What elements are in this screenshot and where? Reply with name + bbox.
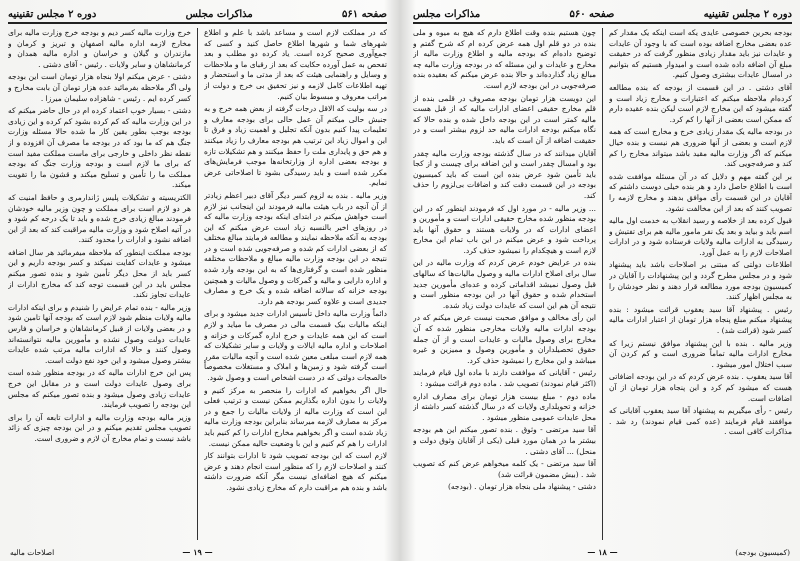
paragraph: رئیس - رأی میگیریم به پیشنهاد آقا سید یعقوب آقایانی که موافقند قیام فرمایند (عده کمی قیام نمودند) رد شد . مذاکرات کافی است . (609, 406, 792, 437)
paragraph: پس این خرج ادارات مالیه که در بودجه منظور شده است برای وصول عایدات دولت است و در مقابل این خرج عایدات زیادی وصول میشود و بنده تصور میکنم که مجلس این بودجه را تصویب فرمایند. (8, 368, 191, 410)
left-page-title: مذاکرات مجلس (185, 8, 253, 20)
paragraph: الکتریسیته و تشکیلات پلیس ژاندارمری و حافظ امنیت که هر دو لازم است برای مملکت و چون وزیر مالیه خودشان فرمودند مبالغ زیادی خرج شده و باید تا یک درجه کم شود و در آتیه اصلاح شود و وزارت مالیه مراقبت کند که بعد از این اضافه نشود و ادارات را محدود کنند. (8, 192, 191, 245)
paragraph: این دویست هزار تومان بودجه مصروف در قلمی بنده از قلم مخارج حقیقی اعضای ادارات مالیه که از قبل هست مالیه کمتر است در این بودجه داخل شده و بنده حالا که نگاه میکنم بودجه ادارات مالیه حد لزوم بیشتر است و در حقیقت اضافه از آن است که باید. (413, 93, 596, 145)
paragraph: بودجه مملکت اینطور که ملاحظه میفرمائید هر سال اضافه میشود و عایدات کفایت نمیکند و کسر بودجه داریم و این کسر باید از محل دیگر تأمین شود و بنده تصور میکنم مجلس باید در این قسمت توجه کند که مخارج ادارات از عایدات تجاوز نکند. (8, 247, 191, 300)
paragraph: دائماً وزارت مالیه داخل تأسیس ادارات جدید میشود و برای اینکه مالیات بیک قسمت مالی در مصرف ما میاید و لازم است که این همه عایدات و خرج اداره گمرکات و خزانه و اصلاحات و اداره مالیه ایالات و ولایات و سایر تشکیلات که همه لازم است مبلغی معین شده است و آنچه مالیات مقرر است گرفته شود و زمین‌ها و املاک و مستغلات مخصوصاً خالصجات دولتی که در دست اشخاص است و وصول شود. (204, 309, 387, 382)
paragraph: آقا سید مرتضی - یک کلمه میخواهم عرض کنم که تصویب شد . (بیش مضمون قرائت شد) (413, 459, 596, 479)
paragraph: ... وزیر مالیه - در مورد اول که فرمودند اینطور که در این بودجه منظور شده مخارج حقیقی ادارات است و مأمورین و اعضای ادارات که در ولایات هستند و حقوق آنها باید پرداخت شود و عرض میکنم در این باب تمام این مخارج لازم است و هیچکدام را نمیشود حذف کرد. (413, 203, 596, 255)
paragraph: خرج وزارت مالیه کسر دیم و بودجه خرج وزارت مالیه برای مخارج لازمه اداره مالیه اصفهان و تبریز و کرمان و مازندران و گیلان و خراسان و اداره مالیه همدان و کرمانشاهان و سایر ولایات . رئیس - آقای دشتی . (8, 28, 191, 69)
right-page-number-label: صفحه ۵۶۰ (569, 8, 615, 20)
paragraph: دشتی - بسیار خوب اعتماد کرده ام در حال حاضر میکنم که در این وزارت مالیه که کم کرده بشود کم کرده و این زیادی بودجه بوجب بطور یقین کار ما شده حالا مسئله وزارت جنگ هم که ما بود که در بودجه ما مصرف آن افزوده و از نقطه نظر داخلی و خارجی برای ماست مملکت مفید است که برای ما لازم است و بودجه وزارت جنگ که بودجه مملکت ما را تأمین و تسلیح میکند و قشون ما را تقویت میکند. (8, 106, 191, 190)
right-page-footer-note: (کمیسیون بودجه) (735, 548, 790, 557)
right-page-column-left (413, 28, 596, 540)
left-page-column-left (8, 28, 191, 540)
paragraph: وزیر مالیه . بنده به لزوم کسر دیگر آقای دبیر اعظم زیادتر از آن آنچه در باب هیئت مالیه فرمودند این اینجانب نیز لازم است خواهش میکنم در ابتدای اینکه بودجه وزارت مالیه که در روزهای اخیر بالنسبه زیاد است عرض میکنم که این بودجه به آنکه ملاحظه نمایند و مطالعه فرمایند مبالغ مختلف که از بعضی ادارات کم شده و صرفه‌جویی شده است و در نتیجه در این بودجه وزارت مالیه مبالغ و ملاحظات مختلفه منظور شده است و گرفتاری‌ها که به این بودجه وارد شده و اداره دارایی و مالیه و گمرکات و وصول مالیات و همچنین بودجه خزانه که سالانه اضافه شده و یک خرج و مصارف جدیدی است و علاوه کسر بودجه هم دارد. (204, 190, 387, 306)
right-session-label: دوره ۲ مجلس تقنینیه (703, 8, 792, 20)
paragraph: دشتی - پیشنهاد ملی بنجاه هزار تومان . (بودجه) (447, 482, 596, 492)
left-page (0, 0, 395, 561)
left-page-footer (0, 547, 395, 557)
paragraph: وزیر مالیه بودجه وزارت مالیه و ادارات تابعه آن را برای تصویب مجلس تقدیم میکنم و در این بودجه چیزی که زائد باشد نیست و تمام مخارج آن لازم و ضروری است. (8, 412, 191, 443)
paragraph: بنده در عرایض خودم عرض کردم که وزارت مالیه در این سال برای اصلاح ادارات مالیه و وصول مالیات‌ها که سالهای قبل وصول نمیشد اقداماتی کرده و عده‌ای مأمورین جدید استخدام شده و حقوق آنها در این بودجه منظور است و نتیجه آن هم این است که عایدات دولت زیاد شده. (413, 258, 596, 310)
left-page-columns (8, 28, 387, 540)
right-page-folio: — ۱۸ — (587, 547, 618, 557)
paragraph: چون هستیم بنده وقت اطلاع دارم که هیچ به میوه و ملی بنده در دو قلم اول همه عرض کرده ام که شرح گفتم و توضیح داده‌ام که بودجه مالیه و اطلاع وزارت مالیه از مخارج و عایدات و این مسئله که در بودجه وزارت مالیه چه مبالغ زیاد گذارده‌اند و حالا بنده عرض میکنم که بعقیده بنده صرفه‌جویی در این بودجه لازم است. (413, 28, 596, 90)
paragraph: آقای دشتی . در این قسمت از بودجه که بنده مطالعه کرده‌ام ملاحظه میکنم که اعتبارات و مخارج زیاد است و گفته میشود که این مخارج لازم است لیکن بنده عقیده دارم که ممکن است بعضی از آنها را کم کرد. (609, 82, 792, 124)
paragraph: آقا سید یعقوب . بنده عرض کردم که در این بودجه اضافاتی هست که میشود کم کرد و این پنجاه هزار تومان از آن اضافات است. (609, 372, 792, 403)
column-divider (197, 28, 198, 540)
paragraph: آقا سید مرتضی - وثوق . بنده تصور میکنم این هم بودجه بیشتر ما در همان مورد قبلی (یکی از آقایان وثوق دولت و منحل) ... آقای دشتی . (413, 425, 596, 456)
paragraph: وزیر مالیه - بنده تمام عرایض را شنیدم و برای اینکه ادارات مالیه ولایات منظم شود لازم است که بودجه آنها تامین شود و در بعضی ولایات از قبیل کرمانشاهان و خراسان و فارس عایدات دولت وصول نشده و مأمورین مالیه نتوانسته‌اند وصول کنند و حالا که ادارات مالیه مرتب شده عایدات بیشتر وصول میشود و این خود نفع دولت است. (8, 302, 191, 365)
left-page-number-label: صفحه ۵۶۱ (342, 8, 387, 20)
paragraph: اطلاعات دولتی که مبتنی بر اصلاحات باشد باید پیشنهاد شود و در مجلس مطرح گردد و این پیشنهادات را آقایان در کمیسیون بودجه مورد مطالعه قرار دهند و نظر خودشان را به مجلس اظهار کنند. (609, 260, 792, 302)
right-page-title: مذاکرات مجلس (413, 8, 481, 20)
paragraph: حال اگر بخواهیم که ادارات را منحصر به مرکز کنیم و ولایات را بدون اداره بگذاریم ممکن نیست و ترتیب فعلی این است که وزارت مالیه از ولایات مالیات را جمع و در مرکز به مصارف لازمه میرساند بنابراین بودجه وزارت مالیه زیاد شده است و اگر بخواهیم مخارج ادارات را کم کنیم باید ادارات را هم کم کنیم و این با وضعیت حالیه ممکن نیست. (204, 385, 387, 448)
paragraph: دشتی - عرض میکنم اولا بنجاه هزار تومان است این بودجه ولی اگر ملاحظه بفرمائید عده هزار تومان آن بابت مخارج و کسر کرده ایم . رئیس - شاهزاده سلیمان میرزا . (8, 72, 191, 103)
paragraph: وزیر مالیه . بنده با این پیشنهاد موافق نیستم زیرا که مخارج ادارات مالیه تماماً ضروری است و کم کردن آن سبب اختلال امور میشود . (609, 338, 792, 369)
left-session-label: دوره ۲ مجلس تقنینیه (8, 8, 97, 20)
paragraph: لازم است که این بودجه تصویب شود تا ادارات بتوانند کار کنند و اصلاحات لازم را که منظور است انجام دهند و عرض میکنم که هیچ اضافه‌ای نیست مگر آنکه ضرورت داشته باشد و بنده هم مراقبت دارم که مخارج زیادی نشود. (204, 451, 387, 492)
paragraph: بودجه بحرین خصوصی عایدی یکه است اینکه یک مقدار کم عده بعضی مخارج اضافه بوده است که با وجود آن عایدات و عایدات نیز باید مقدار زیادی منظور گرفت که در حقیقت مبلغ آن اضافه داده شده است و امیدوار هستیم که بتوانیم در امسال عایدات بیشتری وصول کنیم. (609, 28, 792, 80)
paragraph: این رأی مخالف و موافق صحبت نیست عرض میکنم که در بودجه ادارات مالیه ولایات مخارجی منظور شده که آن مخارج برای وصول مالیات و عایدات است و از آن جمله حقوق تحصیلداران و مأمورین وصول و ممیزین و غیره میباشد و این مخارج را نمیشود حذف کرد. (413, 313, 596, 365)
left-page-folio: — ۱۹ — (182, 547, 213, 557)
paragraph: که در مملکت لازم است و مساعد باشد با علم و اطلاع شهرهای شما و شهرها اطلاع حاصل کنید و کسی که جمع‌آوری صحیح کرده است. یاد کرده دو مطلب و بعد تفحص به عمل آورده حکایت که بعد از رقبای ما و ملاحظات و وسایل و راهنمایی هیئت که بعد از مدتی ما و استحضار و تهیه اطلاعات کامل لازمه و نیز تحقیق بی خرج و دولت از مراتب معروف و مبسوط بیان کنیم. (204, 28, 387, 101)
paragraph: رئیس - آقایانی که موافقت دارند با ماده اول قیام فرمایند (اکثر قیام نمودند) تصویب شد . ماده دوم قرائت میشود : (413, 368, 596, 388)
right-page-footer (405, 547, 800, 557)
right-page-columns (413, 28, 792, 540)
column-divider (602, 28, 603, 540)
left-page-column-right (204, 28, 387, 540)
left-page-footer-note: اصلاحات مالیه (10, 548, 55, 557)
right-page-column-right (609, 28, 792, 540)
left-page-header (8, 6, 387, 24)
paragraph: قبول کرده بعد از خلاصه و رسید انقلاب به خدمت اول مالیه اسم باید و بیاید و بعد یک نفر مامور مالیه هم برای تفتیش و رسیدگی به ادارات مالیه ولایات فرستاده شود و در ادارات اصلاحات لازم را به عمل آورد. (609, 216, 792, 257)
right-page (405, 0, 800, 561)
paragraph: رئیس . پیشنهاد آقا سید یعقوب قرائت میشود : بنده پیشنهاد میکنم مبلغ پنجاه هزار تومان از اعتبار ادارات مالیه کسر شود (قرائت شد) . (609, 304, 792, 336)
right-page-header (413, 6, 792, 24)
paragraph: در بودجه مالیه یک مقدار زیادی خرج و مخارج است که همه لازم است و بعضی از آنها ضروری هم نیست و بنده خیال میکنم که اگر وزارت مالیه مقید باشد میتواند مخارج را کم کند و صرفه‌جویی کند. (609, 127, 792, 169)
paragraph: در سه بولیت که الاقل درجات گرفته از بعض همه خرج و به جنبش حالی میکنم آن عمل حالی برای بودجه معارف و تعلیمات پیدا کنیم بدون آنکه تجلیل و اهمیت زیاد و فرق تا این و اموال زیاد این ترتیب هم بودجه معارف را زیاد میکنند و هم حق و پایداری ملت را حفظ میکنند و هم تشکیلات تازه و بودجه بعضی اداره از وزارتخانه‌ها موجب فرمایش‌های مکرر شده است و باید رسیدگی بشود تا اصلاحاتی عرض نمایم. (204, 104, 387, 188)
paragraph: ماده دوم - مبلغ بیست هزار تومان برای مصارف اداره خزانه و تحویلداری ولایات که در سال گذشته کسر داشته از محل عایدات عمومی منظور میشود . (413, 391, 596, 422)
paragraph: بر این گفته مهم و دلایل که در آن مسئله موافقت شده است با اطلاع حاصل دارد و هر بنده خیلی دوست داشتم که آقایان در این قسمت رأی موافق بدهند و مخارج لازمه را تصویب کنند که بعد از این مخالفت نشود. (609, 171, 792, 213)
paragraph: آقایان میدانند که در سال گذشته بودجه وزارت مالیه چقدر بود و امسال چقدر است و این اضافه برای چیست و از کجا باید تأمین شود عرض بنده این است که باید کمیسیون بودجه در این قسمت دقت کند و اضافات بی‌لزوم را حذف کند. (413, 148, 596, 200)
